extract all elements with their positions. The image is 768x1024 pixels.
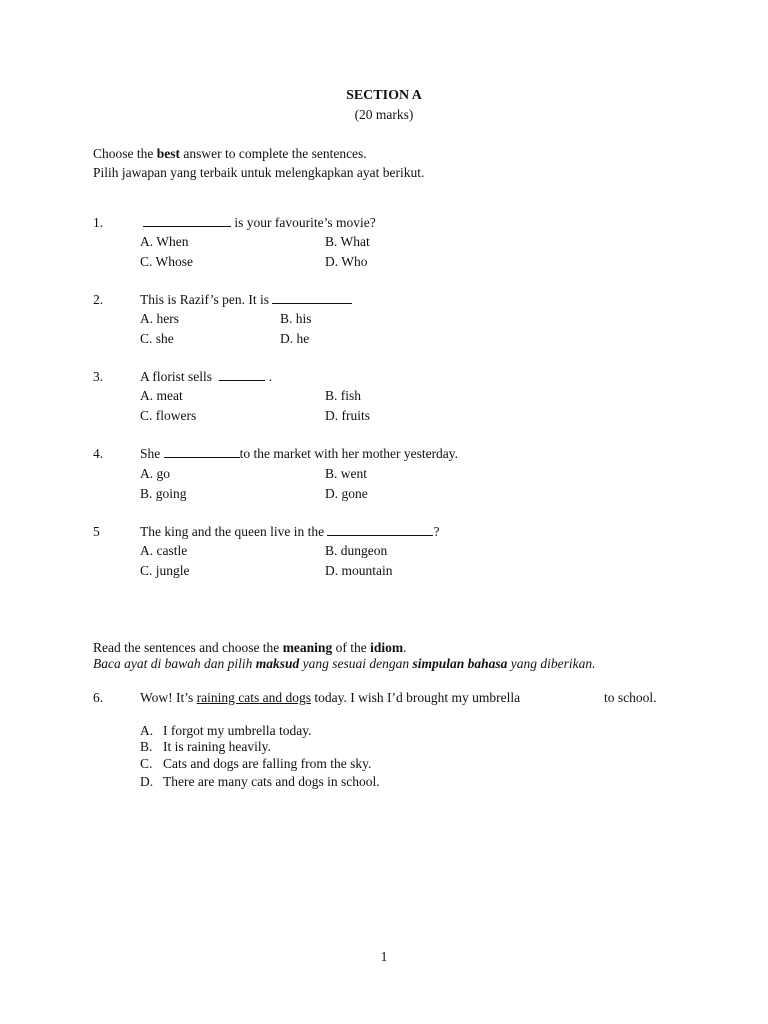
answer-blank bbox=[219, 370, 265, 381]
instruction-malay: Pilih jawapan yang terbaik untuk melengkapkan ayat berikut. bbox=[93, 165, 425, 180]
option-d: There are many cats and dogs in school. bbox=[163, 774, 380, 789]
option-d-letter: D. bbox=[140, 774, 154, 789]
option-c: C. jungle bbox=[140, 563, 190, 578]
option-a: A. go bbox=[140, 466, 170, 481]
option-b: B. dungeon bbox=[325, 543, 388, 558]
option-a: A. meat bbox=[140, 388, 183, 403]
option-b: B. went bbox=[325, 466, 367, 481]
answer-blank bbox=[327, 525, 433, 536]
idiom-phrase: raining cats and dogs bbox=[196, 690, 312, 705]
option-b: B. his bbox=[280, 311, 312, 326]
option-b-letter: B. bbox=[140, 739, 153, 754]
instruction-english: Choose the best answer to complete the sentences. bbox=[93, 146, 367, 161]
question-number: 1. bbox=[93, 215, 104, 230]
section-title: SECTION A bbox=[346, 88, 422, 103]
option-c: C. flowers bbox=[140, 408, 197, 423]
option-a: A. castle bbox=[140, 543, 188, 558]
question-number: 3. bbox=[93, 369, 104, 384]
section-marks: (20 marks) bbox=[354, 107, 414, 122]
question-stem: The king and the queen live in the ? bbox=[140, 524, 440, 539]
question-stem: Wow! It’s raining cats and dogs today. I wish I’d brought my umbrella bbox=[140, 690, 521, 705]
option-c: C. Whose bbox=[140, 254, 193, 269]
option-c-letter: C. bbox=[140, 756, 153, 771]
question-number: 5 bbox=[93, 524, 100, 539]
option-d: D. fruits bbox=[325, 408, 370, 423]
question-number: 6. bbox=[93, 690, 104, 705]
question-stem-end: to school. bbox=[604, 690, 657, 705]
page-number: 1 bbox=[380, 949, 388, 964]
question-stem: This is Razif’s pen. It is bbox=[140, 292, 352, 308]
option-d: D. gone bbox=[325, 486, 368, 501]
option-d: D. mountain bbox=[325, 563, 393, 578]
answer-blank bbox=[272, 293, 352, 304]
question-number: 4. bbox=[93, 446, 104, 461]
option-a-letter: A. bbox=[140, 723, 154, 738]
answer-blank bbox=[143, 216, 231, 227]
idiom-instruction-english: Read the sentences and choose the meaning of the idiom. bbox=[93, 640, 407, 655]
question-stem: is your favourite’s movie? bbox=[143, 215, 376, 231]
option-a: A. hers bbox=[140, 311, 179, 326]
option-a: I forgot my umbrella today. bbox=[163, 723, 312, 738]
option-d: D. Who bbox=[325, 254, 368, 269]
option-b: B. What bbox=[325, 234, 370, 249]
answer-blank bbox=[164, 447, 240, 458]
option-c: B. going bbox=[140, 486, 187, 501]
option-d: D. he bbox=[280, 331, 310, 346]
option-c: Cats and dogs are falling from the sky. bbox=[163, 756, 372, 771]
question-number: 2. bbox=[93, 292, 104, 307]
option-b: B. fish bbox=[325, 388, 362, 403]
option-c: C. she bbox=[140, 331, 174, 346]
question-stem: A florist sells . bbox=[140, 369, 273, 384]
option-b: It is raining heavily. bbox=[163, 739, 271, 754]
idiom-instruction-malay: Baca ayat di bawah dan pilih maksud yang sesuai dengan simpulan bahasa yang diberikan. bbox=[93, 656, 596, 671]
question-stem: She to the market with her mother yesterday. bbox=[140, 446, 459, 461]
option-a: A. When bbox=[140, 234, 189, 249]
